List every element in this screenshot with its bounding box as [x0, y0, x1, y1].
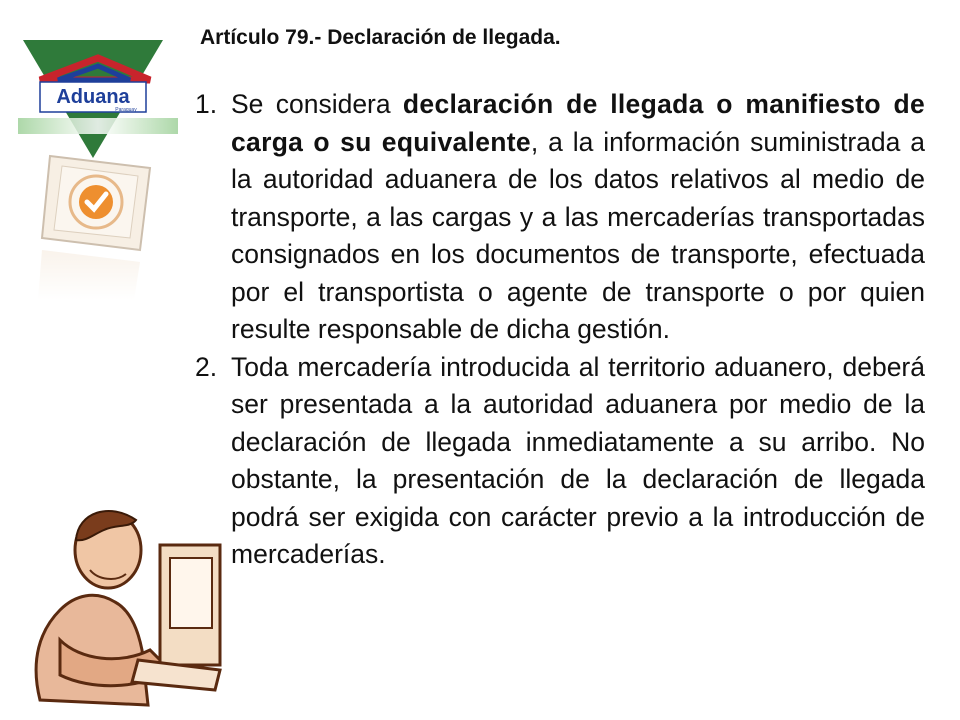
- article-title: Artículo 79.- Declaración de llegada.: [200, 26, 561, 49]
- list-item-number: 1.: [195, 89, 218, 119]
- list-item-text: Toda mercadería introducida al territorio aduanero, deberá ser presentada a la autoridad aduanera por medio de la declaración de llegada inmediatamente a su arribo. No obstante, la presentación de la declaración de llegada podrá ser exigida con carácter previo a la introducción de mercaderías.: [231, 351, 925, 569]
- aduana-logo: [18, 40, 178, 160]
- article-paragraph-list: [195, 86, 925, 574]
- logo-country-text: Paraguay: [115, 107, 137, 113]
- logo-brand-text: Aduana: [56, 86, 130, 108]
- list-item-text-start: Se considera: [231, 89, 403, 119]
- list-item: [195, 349, 925, 574]
- list-item-text-rest: , a la información suministrada a la autoridad aduanera de los datos relativos al medio de transporte, a las cargas y a las mercaderías transportadas consignados en los documentos de transporte, efectuada por el transportista o agente de transporte o por quien resulte responsable de dicha gestión.: [231, 126, 925, 344]
- list-item: [195, 86, 925, 349]
- list-item-number: 2.: [195, 351, 218, 382]
- certification-seal-image: [38, 150, 158, 300]
- list-item-bold-term: declaración de llegada o manifiesto de carga o su equivalente: [231, 89, 925, 157]
